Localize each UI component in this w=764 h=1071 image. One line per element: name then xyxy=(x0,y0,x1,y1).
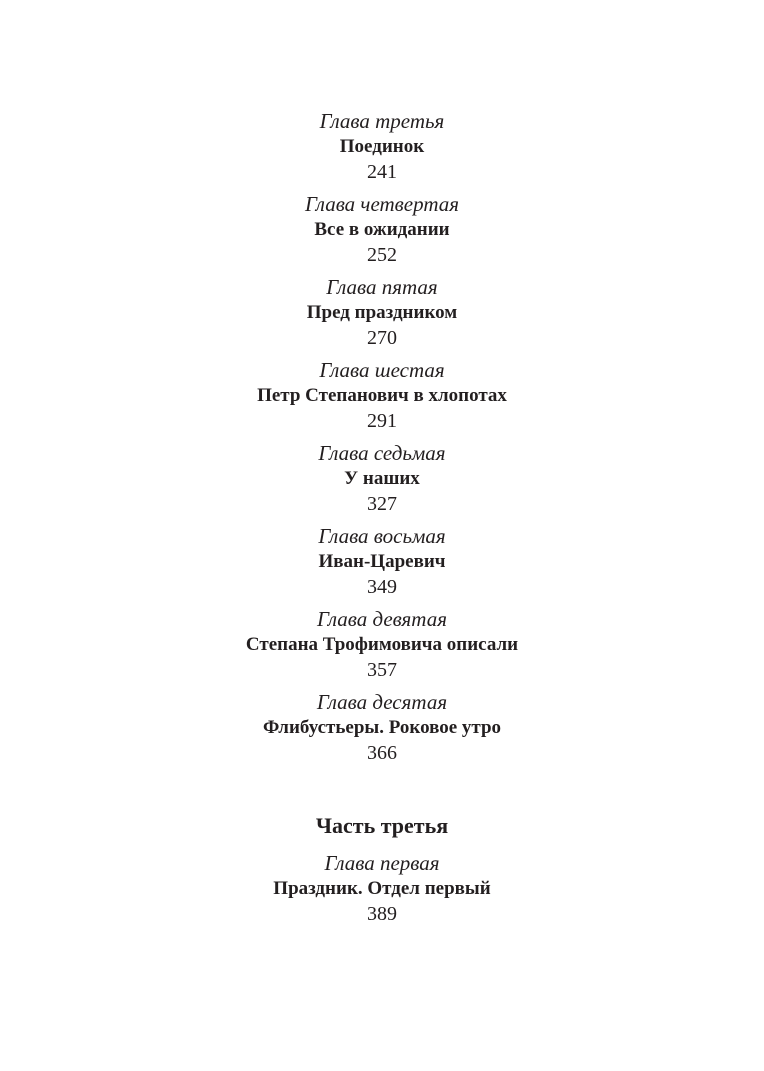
chapter-title: Все в ожидании xyxy=(314,219,450,240)
chapter-title: Праздник. Отдел первый xyxy=(273,878,491,899)
chapter-title: Поединок xyxy=(339,136,425,157)
part-title: Часть третья xyxy=(315,813,449,838)
chapter-label: Глава седьмая xyxy=(318,441,446,465)
chapter-label: Глава девятая xyxy=(317,607,447,631)
toc-entry-chapter-6 xyxy=(0,357,764,434)
chapter-page-number: 252 xyxy=(367,244,397,266)
chapter-title: У наших xyxy=(344,468,420,489)
chapter-page-number: 357 xyxy=(367,659,397,681)
chapter-title: Петр Степанович в хлопотах xyxy=(257,385,507,406)
chapter-page-number: 270 xyxy=(367,327,397,349)
chapter-title: Степана Трофимовича описали xyxy=(245,634,519,655)
chapter-page-number: 291 xyxy=(367,410,397,432)
chapter-label: Глава четвертая xyxy=(304,192,460,216)
toc-entry-chapter-7 xyxy=(0,440,764,517)
chapter-label: Глава третья xyxy=(319,109,445,133)
chapter-page-number: 327 xyxy=(367,493,397,515)
chapter-title: Пред праздником xyxy=(306,302,458,323)
toc-entry-part3-chapter-1 xyxy=(0,850,764,927)
chapter-title: Иван-Царевич xyxy=(318,551,446,572)
chapter-label: Глава пятая xyxy=(326,275,438,299)
toc-entry-chapter-3 xyxy=(0,108,764,185)
toc-entry-chapter-10 xyxy=(0,689,764,766)
chapter-label: Глава десятая xyxy=(316,690,448,714)
chapter-page-number: 241 xyxy=(367,161,397,183)
toc-entry-chapter-9 xyxy=(0,606,764,683)
chapter-label: Глава восьмая xyxy=(318,524,446,548)
toc-entry-chapter-5 xyxy=(0,274,764,351)
table-of-contents xyxy=(0,108,764,933)
chapter-page-number: 366 xyxy=(367,742,397,764)
chapter-title: Флибустьеры. Роковое утро xyxy=(262,717,502,738)
toc-entry-chapter-8 xyxy=(0,523,764,600)
chapter-label: Глава шестая xyxy=(319,358,445,382)
part-three-section xyxy=(0,812,764,927)
chapter-page-number: 389 xyxy=(367,903,397,925)
chapter-label: Глава первая xyxy=(324,851,440,875)
chapter-page-number: 349 xyxy=(367,576,397,598)
toc-entry-chapter-4 xyxy=(0,191,764,268)
